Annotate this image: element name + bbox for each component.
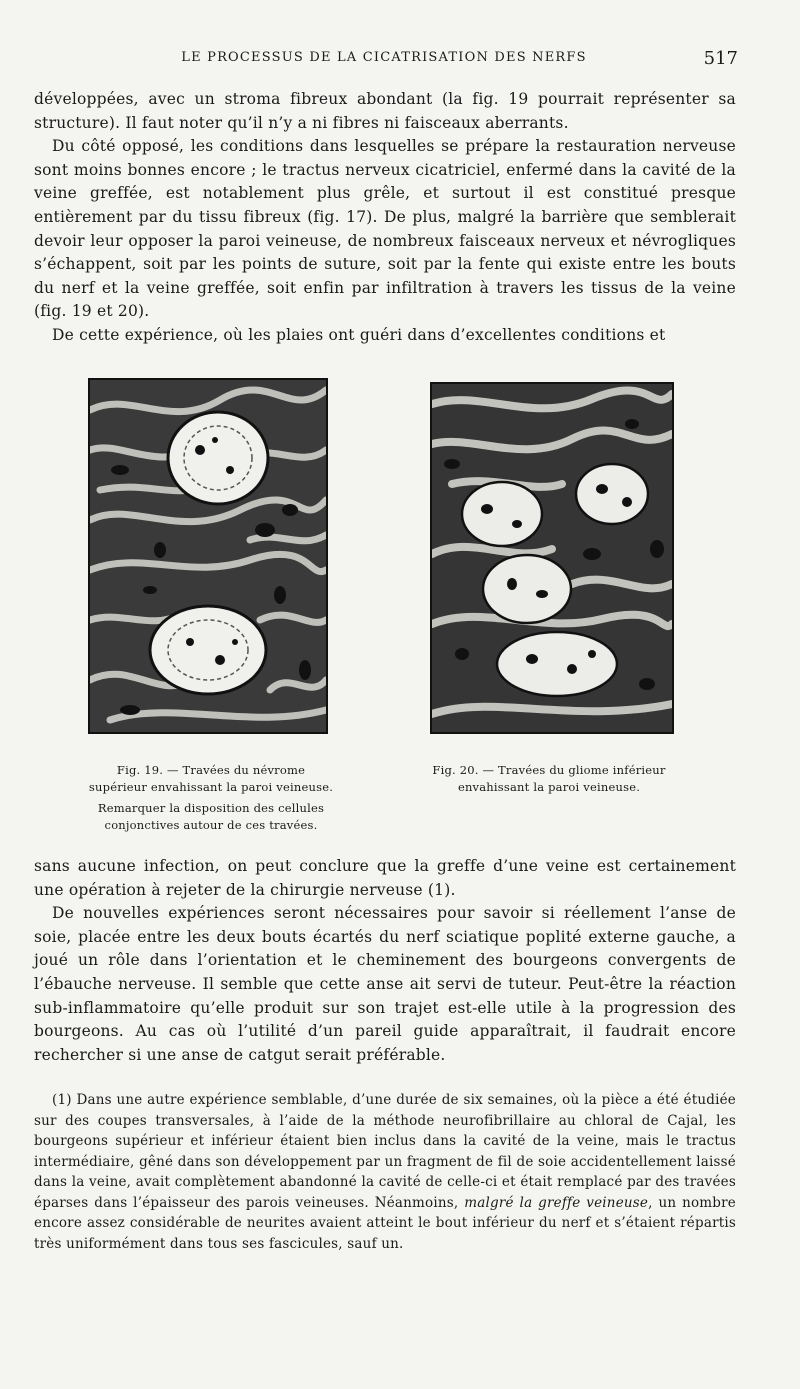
page-header (30, 48, 738, 72)
paragraph: De cette expérience, où les plaies ont guéri dans d’excellentes conditions et (52, 325, 666, 344)
footnote (34, 1090, 736, 1254)
caption-text: Fig. 19. — Travées du névrome supérieur envahissant la paroi veineuse. (88, 763, 334, 794)
body-text-top (34, 88, 736, 348)
caption-text: Fig. 20. — Travées du gliome inférieur envahissant la paroi veineuse. (432, 763, 666, 794)
paragraph: De nouvelles expériences seront nécessaires pour savoir si réellement l’anse de soie, placée entre les deux bouts écartés du nerf sciatique poplité externe gauche, a joué un rôle dans l’orientation et le cheminement des bourgeons convergents de l’ébauche nerveuse. Il semble que cette anse ait servi de tuteur. Peut-être la réaction sub-inflammatoire qu’elle produit sur son trajet est-elle utile à la progression des bourgeons. Au cas où l’utilité d’un pareil guide apparaîtrait, il faudrait encore rechercher si une anse de catgut serait préférable. (34, 904, 736, 1064)
footnote-text (34, 1090, 736, 1254)
paragraph: développées, avec un stroma fibreux abondant (la fig. 19 pourrait représenter sa structure). Il faut noter qu’il n’y a ni fibres ni faisceaux aberrants. (34, 90, 736, 132)
footnote-part: , un nombre encore assez considérable de neurites avaient atteint le bout inférieur du nerf et s’étaient répartis très uniformément dans tous ses fascicules, sauf un. (34, 1194, 736, 1252)
footnote-part: (1) Dans une autre expérience semblable, d’une durée de six semaines, où la pièce a été étudiée sur des coupes transversales, à l’aide de la méthode neurofibrillaire au chloral de Cajal, les bourgeons supérieur et inférieur étaient bien inclus dans la cavité de la veine, mais le tractus intermédiaire, gêné dans son développement par un fragment de fil de soie accidentellement laissé dans la veine, avait complètement abandonné la cavité de celle-ci et était remplacé par des travées éparses dans l’épaisseur des parois veineuses. Néanmoins, (34, 1092, 736, 1211)
footnote-italic: malgré la greffe veineuse (464, 1194, 649, 1211)
caption-note: Remarquer la disposition des cellules conjonctives autour de ces travées. (97, 801, 325, 832)
paragraph: Du côté opposé, les conditions dans lesquelles se prépare la restauration nerveuse sont moins bonnes encore ; le tractus nerveux cicatriciel, enfermé dans la cavité de la veine greffée, est notablement plus grêle, et surtout il est constitué presque entièrement par du tissu fibreux (fig. 17). De plus, malgré la barrière que semblerait devoir leur opposer la paroi veineuse, de nombreux faisceaux nerveux et névrogliques s’échappent, soit par les points de suture, soit par la fente qui existe entre les bouts du nerf et la veine greffée, soit enfin par infiltration à travers les tissus de la veine (fig. 19 et 20). (34, 137, 736, 321)
page-number: 517 (703, 48, 738, 69)
figure-19-micrograph (88, 378, 328, 734)
figure-20-micrograph (430, 382, 674, 734)
running-title: LE PROCESSUS DE LA CICATRISATION DES NERFS (181, 50, 587, 65)
figure-19-caption (86, 762, 336, 834)
paragraph: sans aucune infection, on peut conclure que la greffe d’une veine est certainement une opération à rejeter de la chirurgie nerveuse (1). (34, 857, 736, 899)
body-text-bottom (34, 855, 736, 1067)
figure-20-caption (418, 762, 680, 796)
